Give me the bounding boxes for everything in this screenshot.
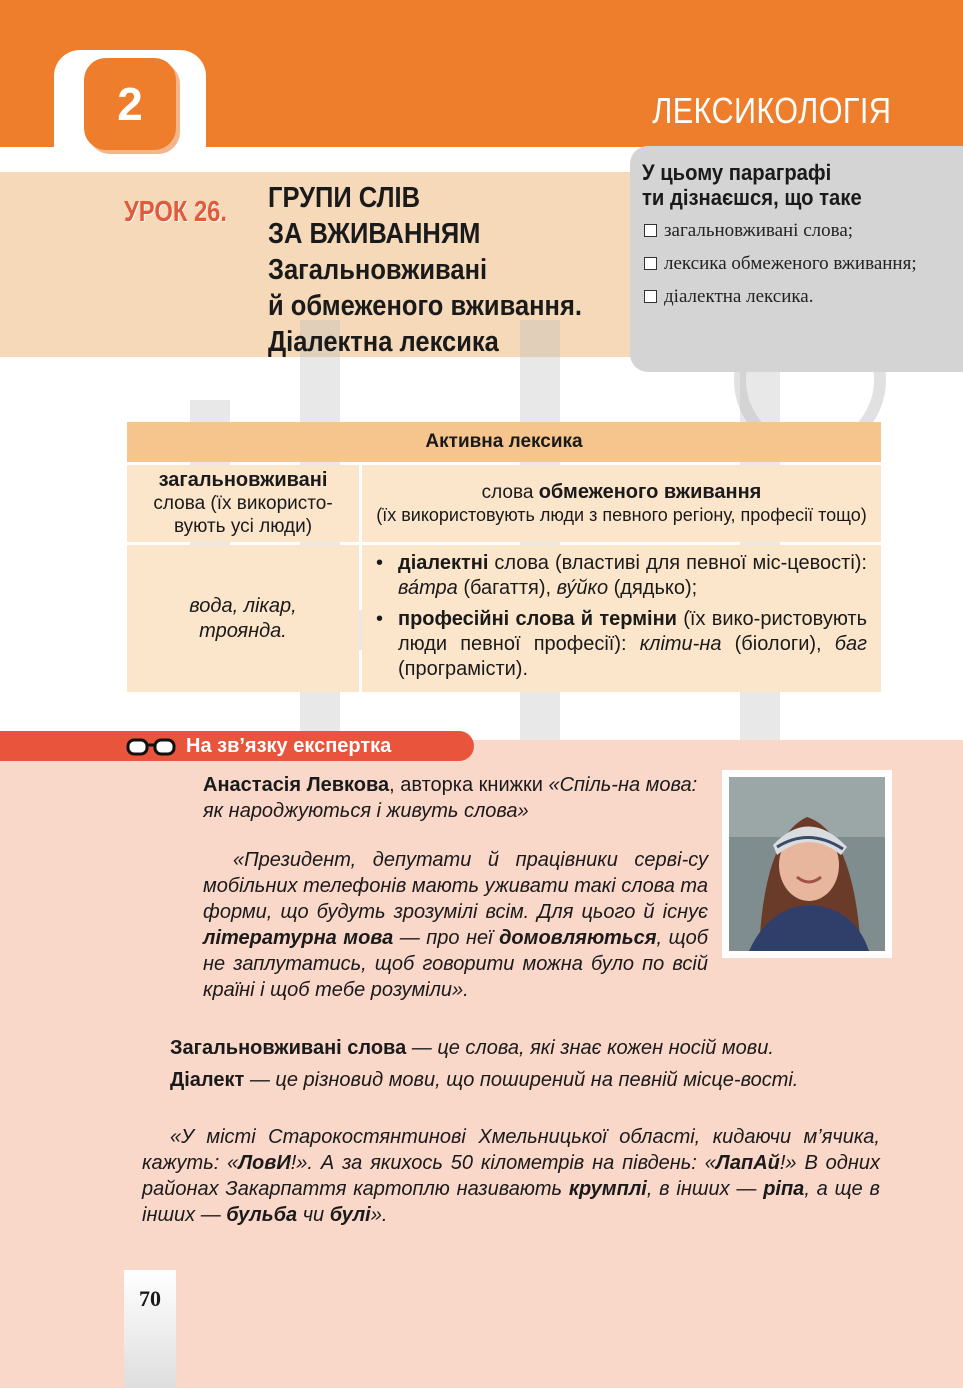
objective-item: загальновживані слова;	[642, 218, 963, 243]
quote-text: чи	[297, 1204, 330, 1226]
quote-text: «Президент, депутати й працівники серві-су мобільних телефонів мають уживати такі слова та форми, що будуть зрозумілі всім. Для цього й існує	[203, 849, 708, 923]
item-text: (багаття),	[457, 577, 557, 599]
objectives-heading-line: ти дізнаєшся, що таке	[642, 185, 862, 210]
definition-term: Загальновживані слова	[170, 1037, 407, 1059]
objectives-list	[642, 218, 963, 309]
lesson-title-line: Діалектна лексика	[268, 326, 499, 358]
column-header-common	[127, 465, 359, 542]
quote-text: ».	[370, 1204, 388, 1226]
chapter-title: ЛЕКСИКОЛОГІЯ	[651, 90, 891, 131]
lesson-title-line: й обмеженого вживання.	[268, 290, 582, 322]
column-header-bold: загальновживані	[158, 469, 328, 491]
dialect-example-quote	[142, 1124, 880, 1228]
common-examples	[127, 545, 359, 692]
item-text: (біологи),	[721, 633, 835, 655]
definition-text: — це різновид мови, що поширений на певній місце-вості.	[244, 1069, 799, 1091]
term-bold: професійні слова й терміни	[398, 608, 677, 630]
expert-quote	[203, 847, 708, 1003]
item-text: (дядько);	[608, 577, 698, 599]
portrait-image	[729, 777, 885, 951]
restricted-examples	[362, 545, 881, 692]
objective-item: лексика обмеженого вживання;	[642, 251, 963, 276]
column-header-prefix: слова	[481, 481, 539, 503]
item-text: (програмісти).	[398, 658, 529, 680]
glasses-icon	[126, 737, 176, 757]
quote-bold: ЛовИ	[238, 1152, 291, 1174]
vocabulary-table	[124, 419, 884, 695]
term-bold: діалектні	[398, 552, 489, 574]
quote-text: «У місті Старокостянтинові Хмельницької області, кидаючи м’ячика, кажуть: «	[142, 1126, 880, 1174]
objectives-heading-line: У цьому параграфі	[642, 160, 832, 185]
example-word: ву́йко	[556, 577, 609, 599]
quote-bold: ЛапАй	[715, 1152, 780, 1174]
example-word: кліти-на	[639, 633, 722, 655]
quote-text: !». А за якихось 50 кілометрів на південь: «	[290, 1152, 716, 1174]
example-word: баг	[834, 633, 867, 655]
lesson-title	[268, 180, 602, 360]
expert-photo	[722, 770, 892, 958]
quote-text: , щоб не заплутатись, щоб говорити можна було по всій країні і щоб тебе розуміли».	[203, 927, 708, 1001]
list-item	[372, 551, 867, 601]
quote-text: , а ще в інших —	[142, 1178, 880, 1226]
definition-dialect	[142, 1067, 880, 1093]
quote-bold: крумплі	[568, 1178, 647, 1200]
quote-bold: ріпа	[763, 1178, 805, 1200]
quote-bold: бульба	[226, 1204, 298, 1226]
lesson-title-line: Загальновживані	[268, 254, 488, 286]
book-title: «Спіль-на мова: як народжуються і живуть слова»	[203, 774, 698, 822]
objectives-box	[630, 146, 963, 372]
quote-text: , в інших —	[646, 1178, 764, 1200]
lesson-title-line: ГРУПИ СЛІВ	[268, 182, 421, 214]
expert-intro	[203, 772, 708, 824]
lesson-label: УРОК 26.	[124, 196, 228, 228]
lesson-title-line: ЗА ВЖИВАННЯМ	[268, 218, 481, 250]
definition-common-words	[142, 1035, 880, 1061]
objectives-heading	[642, 160, 937, 210]
chapter-number: 2	[84, 58, 176, 150]
objective-item: діалектна лексика.	[642, 284, 963, 309]
example-text: троянда.	[199, 619, 287, 642]
expert-intro-text: , авторка книжки	[389, 774, 549, 796]
column-header-restricted	[362, 465, 881, 542]
example-text: вода, лікар,	[189, 594, 297, 617]
table-header: Активна лексика	[127, 422, 881, 462]
column-header-text: (їх використовують люди з певного регіону, професії тощо)	[376, 504, 867, 525]
example-word: ва́тра	[398, 577, 458, 599]
quote-bold: домовляються	[499, 927, 657, 949]
quote-bold: булі	[329, 1204, 371, 1226]
quote-bold: літературна мова	[203, 927, 394, 949]
definition-term: Діалект	[170, 1069, 245, 1091]
definition-text: — це слова, які знає кожен носій мови.	[406, 1037, 774, 1059]
list-item	[372, 607, 867, 682]
page-number: 70	[139, 1286, 161, 1311]
quote-text: — про неї	[393, 927, 500, 949]
column-header-text: слова (їх використо-вують усі люди)	[153, 493, 333, 537]
expert-name: Анастасія Левкова	[203, 774, 390, 796]
expert-section-label: На зв’язку експертка	[186, 735, 392, 757]
column-header-bold: обмеженого вживання	[538, 480, 762, 503]
quote-text: !» В одних районах Закарпаття картоплю називають	[142, 1152, 880, 1200]
item-text: (їх вико-ристовують люди певної професії):	[398, 608, 867, 655]
item-text: слова (властиві для певної міс-цевості):	[488, 552, 867, 574]
